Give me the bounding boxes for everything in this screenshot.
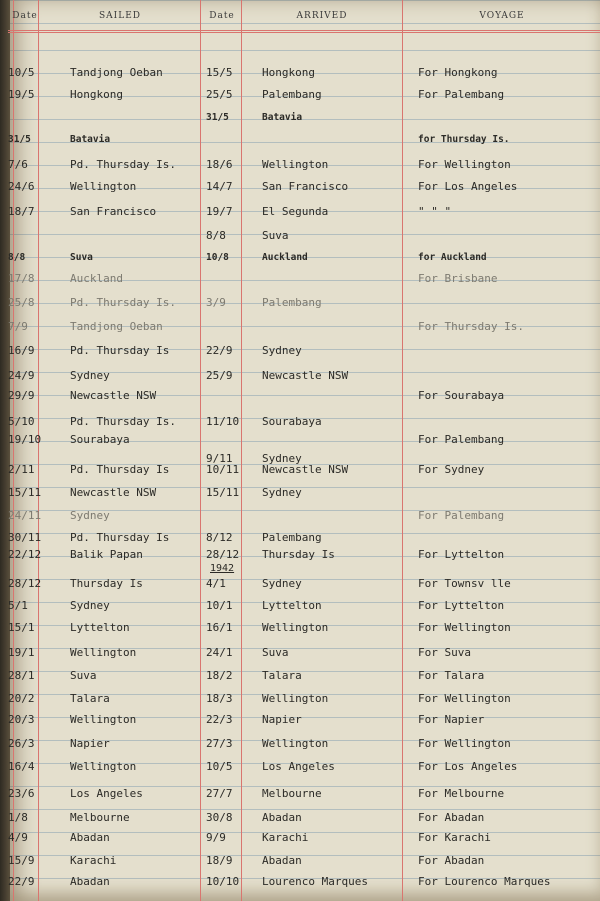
log-row bbox=[0, 88, 600, 106]
arrived-date: 18/9 bbox=[206, 854, 233, 867]
voyage-note: For Abadan bbox=[418, 854, 485, 867]
log-row bbox=[0, 320, 600, 338]
voyage-note: For Los Angeles bbox=[418, 180, 518, 193]
voyage-note: For Wellington bbox=[418, 621, 511, 634]
voyage-note: For Brisbane bbox=[418, 272, 498, 285]
arrived-port: Karachi bbox=[262, 831, 309, 844]
sailed-date: 5/10 bbox=[8, 415, 35, 428]
voyage-note: For Lyttelton bbox=[418, 548, 505, 561]
sailed-port: Wellington bbox=[70, 760, 137, 773]
arrived-date: 10/11 bbox=[206, 463, 240, 476]
arrived-date: 9/9 bbox=[206, 831, 226, 844]
arrived-date: 16/1 bbox=[206, 621, 233, 634]
arrived-port: Sydney bbox=[262, 452, 302, 465]
arrived-port: Talara bbox=[262, 669, 302, 682]
arrived-port: Los Angeles bbox=[262, 760, 335, 773]
sailed-date: 5/1 bbox=[8, 599, 28, 612]
arrived-date: 22/3 bbox=[206, 713, 233, 726]
arrived-date: 30/8 bbox=[206, 811, 233, 824]
log-row bbox=[0, 272, 600, 290]
sailed-date: 19/5 bbox=[8, 88, 35, 101]
arrived-date: 8/12 bbox=[206, 531, 233, 544]
header-rule-double bbox=[8, 32, 600, 33]
arrived-port: Hongkong bbox=[262, 66, 315, 79]
sailed-date: 4/9 bbox=[8, 831, 28, 844]
arrived-port: Sydney bbox=[262, 486, 302, 499]
header-sailed: SAILED bbox=[99, 11, 141, 21]
sailed-port: Wellington bbox=[70, 646, 137, 659]
sailed-port: Tandjong Oeban bbox=[70, 66, 163, 79]
log-row bbox=[0, 369, 600, 387]
sailed-port: Talara bbox=[70, 692, 110, 705]
log-row bbox=[0, 531, 600, 549]
sailed-date: 8/8 bbox=[8, 252, 26, 263]
voyage-note: For Palembang bbox=[418, 88, 505, 101]
sailed-port: Suva bbox=[70, 669, 97, 682]
sailed-date: 23/6 bbox=[8, 787, 35, 800]
sailed-port: Karachi bbox=[70, 854, 117, 867]
arrived-port: Suva bbox=[262, 646, 289, 659]
arrived-port: Wellington bbox=[262, 737, 329, 750]
voyage-note: For Townsv lle bbox=[418, 577, 511, 590]
arrived-port: Wellington bbox=[262, 621, 329, 634]
header-rule bbox=[8, 30, 600, 31]
sailed-date: 18/7 bbox=[8, 205, 35, 218]
voyage-note: For Sourabaya bbox=[418, 389, 505, 402]
sailed-port: Suva bbox=[70, 252, 93, 263]
arrived-port: Batavia bbox=[262, 112, 303, 123]
sailed-date: 28/1 bbox=[8, 669, 35, 682]
sailed-date: 7/9 bbox=[8, 320, 28, 333]
log-row bbox=[0, 713, 600, 731]
sailed-port: San Francisco bbox=[70, 205, 157, 218]
voyage-note: For Lourenco Marques bbox=[418, 875, 551, 888]
sailed-port: Abadan bbox=[70, 831, 110, 844]
arrived-port: Abadan bbox=[262, 854, 302, 867]
arrived-date: 10/10 bbox=[206, 875, 240, 888]
voyage-note: For Hongkong bbox=[418, 66, 498, 79]
sailed-port: Wellington bbox=[70, 180, 137, 193]
log-row bbox=[0, 854, 600, 872]
sailed-date: 24/9 bbox=[8, 369, 35, 382]
arrived-date: 31/5 bbox=[206, 112, 229, 123]
sailed-port: Lyttelton bbox=[70, 621, 130, 634]
sailed-date: 2/11 bbox=[8, 463, 35, 476]
arrived-date: 15/5 bbox=[206, 66, 233, 79]
sailed-date: 22/9 bbox=[8, 875, 35, 888]
sailed-date: 19/10 bbox=[8, 433, 42, 446]
sailed-port: Pd. Thursday Is bbox=[70, 463, 170, 476]
arrived-port: Palembang bbox=[262, 531, 322, 544]
sailed-port: Balik Papan bbox=[70, 548, 143, 561]
sailed-port: Batavia bbox=[70, 134, 111, 145]
voyage-note: For Napier bbox=[418, 713, 485, 726]
sailed-port: Thursday Is bbox=[70, 577, 143, 590]
voyage-note: For Sydney bbox=[418, 463, 485, 476]
log-row bbox=[0, 433, 600, 451]
sailed-port: Sydney bbox=[70, 369, 110, 382]
sailed-date: 28/12 bbox=[8, 577, 42, 590]
voyage-note: For Abadan bbox=[418, 811, 485, 824]
log-row bbox=[0, 180, 600, 198]
arrived-port: Napier bbox=[262, 713, 302, 726]
sailed-port: Hongkong bbox=[70, 88, 123, 101]
log-row bbox=[0, 486, 600, 504]
sailed-date: 16/4 bbox=[8, 760, 35, 773]
sailed-port: Wellington bbox=[70, 713, 137, 726]
sailed-date: 15/9 bbox=[8, 854, 35, 867]
sailed-port: Los Angeles bbox=[70, 787, 143, 800]
sailed-port: Pd. Thursday Is bbox=[70, 531, 170, 544]
arrived-date: 22/9 bbox=[206, 344, 233, 357]
arrived-date: 28/12 bbox=[206, 548, 240, 561]
arrived-port: Auckland bbox=[262, 252, 308, 263]
sailed-date: 31/5 bbox=[8, 134, 31, 145]
header-date-arrived: Date bbox=[209, 11, 235, 21]
sailed-port: Tandjong Oeban bbox=[70, 320, 163, 333]
sailed-date: 24/6 bbox=[8, 180, 35, 193]
arrived-date: 18/2 bbox=[206, 669, 233, 682]
voyage-note: " " " bbox=[418, 205, 452, 218]
header-voyage: VOYAGE bbox=[479, 11, 525, 21]
log-row bbox=[0, 760, 600, 778]
arrived-date: 18/3 bbox=[206, 692, 233, 705]
log-row bbox=[0, 229, 600, 247]
voyage-note: for Thursday Is. bbox=[418, 134, 510, 145]
sailed-port: Sydney bbox=[70, 509, 110, 522]
log-row bbox=[0, 251, 600, 269]
voyage-note: for Auckland bbox=[418, 252, 487, 263]
sailed-port: Pd. Thursday Is. bbox=[70, 296, 176, 309]
sailed-date: 16/9 bbox=[8, 344, 35, 357]
log-row bbox=[0, 66, 600, 84]
arrived-port: Wellington bbox=[262, 158, 329, 171]
log-row bbox=[0, 621, 600, 639]
sailed-date: 29/9 bbox=[8, 389, 35, 402]
sailed-date: 17/8 bbox=[8, 272, 35, 285]
log-row bbox=[0, 646, 600, 664]
voyage-note: For Lyttelton bbox=[418, 599, 505, 612]
voyage-note: For Palembang bbox=[418, 433, 505, 446]
arrived-port: Newcastle NSW bbox=[262, 369, 349, 382]
arrived-date: 19/7 bbox=[206, 205, 233, 218]
sailed-date: 26/3 bbox=[8, 737, 35, 750]
log-row bbox=[0, 669, 600, 687]
arrived-date: 25/5 bbox=[206, 88, 233, 101]
sailed-port: Napier bbox=[70, 737, 110, 750]
sailed-port: Pd. Thursday Is bbox=[70, 344, 170, 357]
voyage-note: For Palembang bbox=[418, 509, 505, 522]
sailed-port: Pd. Thursday Is. bbox=[70, 158, 176, 171]
voyage-note: For Thursday Is. bbox=[418, 320, 524, 333]
arrived-port: Suva bbox=[262, 229, 289, 242]
sailed-date: 25/8 bbox=[8, 296, 35, 309]
arrived-port: Newcastle NSW bbox=[262, 463, 349, 476]
arrived-port: Sourabaya bbox=[262, 415, 322, 428]
arrived-date: 10/8 bbox=[206, 252, 229, 263]
arrived-date: 9/11 bbox=[206, 452, 233, 465]
arrived-date: 4/1 bbox=[206, 577, 226, 590]
voyage-note: For Wellington bbox=[418, 692, 511, 705]
sailed-date: 20/3 bbox=[8, 713, 35, 726]
log-row bbox=[0, 415, 600, 433]
voyage-note: For Suva bbox=[418, 646, 471, 659]
arrived-date: 24/1 bbox=[206, 646, 233, 659]
log-row bbox=[0, 811, 600, 829]
sailed-port: Newcastle NSW bbox=[70, 389, 157, 402]
arrived-date: 18/6 bbox=[206, 158, 233, 171]
arrived-port: Lourenco Marques bbox=[262, 875, 368, 888]
arrived-date: 25/9 bbox=[206, 369, 233, 382]
arrived-port: Sydney bbox=[262, 344, 302, 357]
log-row bbox=[0, 344, 600, 362]
arrived-date: 10/5 bbox=[206, 760, 233, 773]
log-row bbox=[0, 599, 600, 617]
sailed-date: 15/11 bbox=[8, 486, 42, 499]
log-row bbox=[0, 158, 600, 176]
log-row bbox=[0, 509, 600, 527]
sailed-port: Pd. Thursday Is. bbox=[70, 415, 176, 428]
sailed-date: 24/11 bbox=[8, 509, 42, 522]
arrived-port: Lyttelton bbox=[262, 599, 322, 612]
voyage-note: For Wellington bbox=[418, 737, 511, 750]
log-row bbox=[0, 463, 600, 481]
log-row bbox=[0, 548, 600, 566]
sailed-date: 15/1 bbox=[8, 621, 35, 634]
header-arrived: ARRIVED bbox=[296, 11, 348, 21]
arrived-date: 27/7 bbox=[206, 787, 233, 800]
voyage-note: For Los Angeles bbox=[418, 760, 518, 773]
sailed-date: 19/1 bbox=[8, 646, 35, 659]
arrived-port: Thursday Is bbox=[262, 548, 335, 561]
arrived-date: 10/1 bbox=[206, 599, 233, 612]
arrived-date: 8/8 bbox=[206, 229, 226, 242]
arrived-date: 3/9 bbox=[206, 296, 226, 309]
log-row bbox=[0, 296, 600, 314]
arrived-port: Palembang bbox=[262, 88, 322, 101]
year-note: 1942 bbox=[210, 563, 235, 574]
arrived-port: San Francisco bbox=[262, 180, 349, 193]
arrived-date: 14/7 bbox=[206, 180, 233, 193]
log-row bbox=[0, 692, 600, 710]
sailed-date: 7/6 bbox=[8, 158, 28, 171]
voyage-note: For Karachi bbox=[418, 831, 491, 844]
arrived-port: El Segunda bbox=[262, 205, 329, 218]
sailed-port: Abadan bbox=[70, 875, 110, 888]
sailed-date: 20/2 bbox=[8, 692, 35, 705]
sailed-port: Auckland bbox=[70, 272, 123, 285]
log-row bbox=[0, 831, 600, 849]
log-row bbox=[0, 133, 600, 151]
log-row bbox=[0, 787, 600, 805]
arrived-port: Melbourne bbox=[262, 787, 322, 800]
sailed-port: Newcastle NSW bbox=[70, 486, 157, 499]
arrived-port: Sydney bbox=[262, 577, 302, 590]
arrived-date: 15/11 bbox=[206, 486, 240, 499]
sailed-date: 30/11 bbox=[8, 531, 42, 544]
sailed-port: Sourabaya bbox=[70, 433, 130, 446]
voyage-note: For Wellington bbox=[418, 158, 511, 171]
log-row bbox=[0, 111, 600, 129]
voyage-note: For Melbourne bbox=[418, 787, 505, 800]
header-date-sailed: Date bbox=[12, 11, 38, 21]
sailed-date: 1/8 bbox=[8, 811, 28, 824]
sailed-date: 10/5 bbox=[8, 66, 35, 79]
log-row bbox=[0, 205, 600, 223]
voyage-note: For Talara bbox=[418, 669, 485, 682]
arrived-port: Palembang bbox=[262, 296, 322, 309]
sailed-port: Melbourne bbox=[70, 811, 130, 824]
arrived-port: Abadan bbox=[262, 811, 302, 824]
log-row bbox=[0, 737, 600, 755]
arrived-port: Wellington bbox=[262, 692, 329, 705]
arrived-date: 27/3 bbox=[206, 737, 233, 750]
log-row bbox=[0, 577, 600, 595]
log-row bbox=[0, 389, 600, 407]
log-row bbox=[0, 875, 600, 893]
arrived-date: 11/10 bbox=[206, 415, 240, 428]
sailed-port: Sydney bbox=[70, 599, 110, 612]
sailed-date: 22/12 bbox=[8, 548, 42, 561]
